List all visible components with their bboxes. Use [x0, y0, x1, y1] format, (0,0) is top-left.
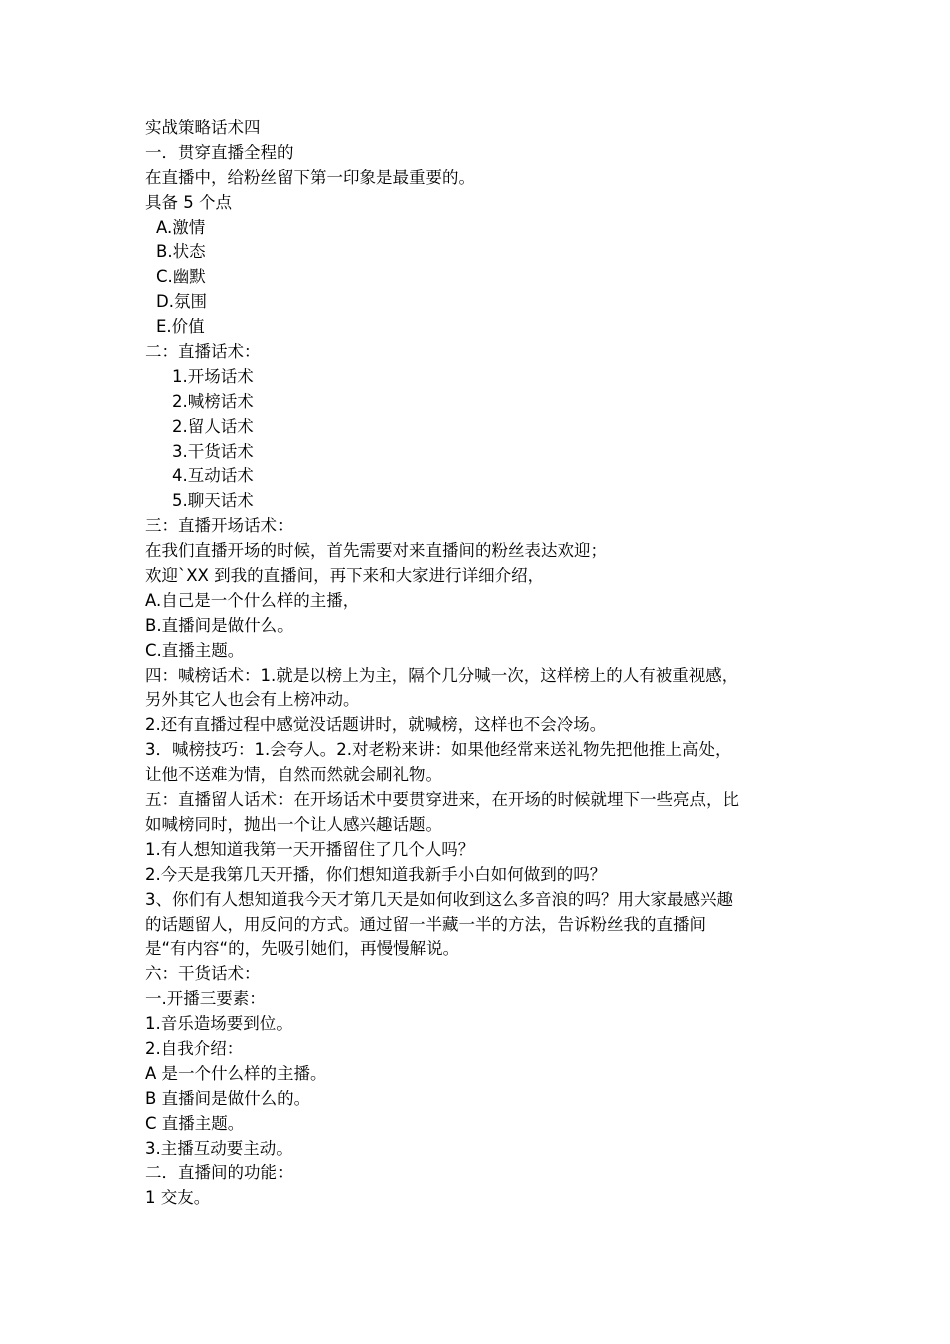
list-item: C.幽默 [156, 267, 206, 287]
paragraph-line: 欢迎`XX 到我的直播间，再下来和大家进行详细介绍， [145, 566, 545, 586]
paragraph-line: B.直播间是做什么。 [145, 615, 294, 635]
section-heading: 三：直播开场话术： [145, 516, 294, 536]
paragraph-line: 1.有人想知道我第一天开播留住了几个人吗？ [145, 839, 475, 859]
section-heading: 二：直播话术： [145, 342, 261, 362]
list-item: E.价值 [156, 317, 205, 337]
list-item: 2.留人话术 [172, 416, 254, 436]
list-item: 1.开场话术 [172, 366, 254, 386]
paragraph-line: 如喊榜同时，抛出一个让人感兴趣话题。 [145, 814, 442, 834]
section-heading: 四：喊榜话术：1.就是以榜上为主，隔个几分喊一次，这样榜上的人有被重视感， [145, 665, 739, 685]
paragraph-line: 1 交友。 [145, 1188, 211, 1208]
paragraph-line: 在我们直播开场的时候，首先需要对来直播间的粉丝表达欢迎； [145, 541, 607, 561]
paragraph-line: A.自己是一个什么样的主播， [145, 590, 360, 610]
paragraph-line: 让他不送难为情，自然而然就会刷礼物。 [145, 765, 442, 785]
paragraph-line: B 直播间是做什么的。 [145, 1088, 311, 1108]
paragraph-line: A 是一个什么样的主播。 [145, 1063, 327, 1083]
paragraph-line: 是“有内容“的，先吸引她们，再慢慢解说。 [145, 939, 460, 959]
section-heading: 六：干货话术： [145, 964, 261, 984]
section-heading: 五：直播留人话术：在开场话术中要贯穿进来，在开场的时候就埋下一些亮点，比 [145, 790, 739, 810]
paragraph-line: 在直播中，给粉丝留下第一印象是最重要的。 [145, 167, 475, 187]
paragraph-line: C.直播主题。 [145, 640, 245, 660]
paragraph-line: C 直播主题。 [145, 1113, 245, 1133]
list-item: B.状态 [156, 242, 206, 262]
paragraph-line: 3、你们有人想知道我今天才第几天是如何收到这么多音浪的吗？用大家最感兴趣 [145, 889, 733, 909]
list-item: 2.喊榜话术 [172, 391, 254, 411]
paragraph-line: 2.还有直播过程中感觉没话题讲时，就喊榜，这样也不会冷场。 [145, 715, 607, 735]
list-item: 4.互动话术 [172, 466, 254, 486]
section-heading: 一．贯穿直播全程的 [145, 142, 294, 162]
list-item: 5.聊天话术 [172, 491, 254, 511]
paragraph-line: 二．直播间的功能： [145, 1163, 294, 1183]
paragraph-line: 具备 5 个点 [145, 192, 232, 212]
paragraph-line: 1.音乐造场要到位。 [145, 1014, 293, 1034]
doc-title: 实战策略话术四 [145, 118, 261, 137]
document-body [145, 116, 825, 1211]
paragraph-line: 2.自我介绍： [145, 1038, 244, 1058]
paragraph-line: 3.主播互动要主动。 [145, 1138, 293, 1158]
paragraph-line: 2.今天是我第几天开播，你们想知道我新手小白如何做到的吗？ [145, 864, 607, 884]
list-item: D.氛围 [156, 292, 207, 312]
paragraph-line: 另外其它人也会有上榜冲动。 [145, 690, 360, 710]
list-item: 3.干货话术 [172, 441, 254, 461]
paragraph-line: 一.开播三要素： [145, 989, 266, 1009]
paragraph-line: 3．喊榜技巧：1.会夸人。2.对老粉来讲：如果他经常来送礼物先把他推上高处， [145, 740, 732, 760]
paragraph-line: 的话题留人，用反问的方式。通过留一半藏一半的方法，告诉粉丝我的直播间 [145, 914, 706, 934]
list-item: A.激情 [156, 217, 206, 237]
